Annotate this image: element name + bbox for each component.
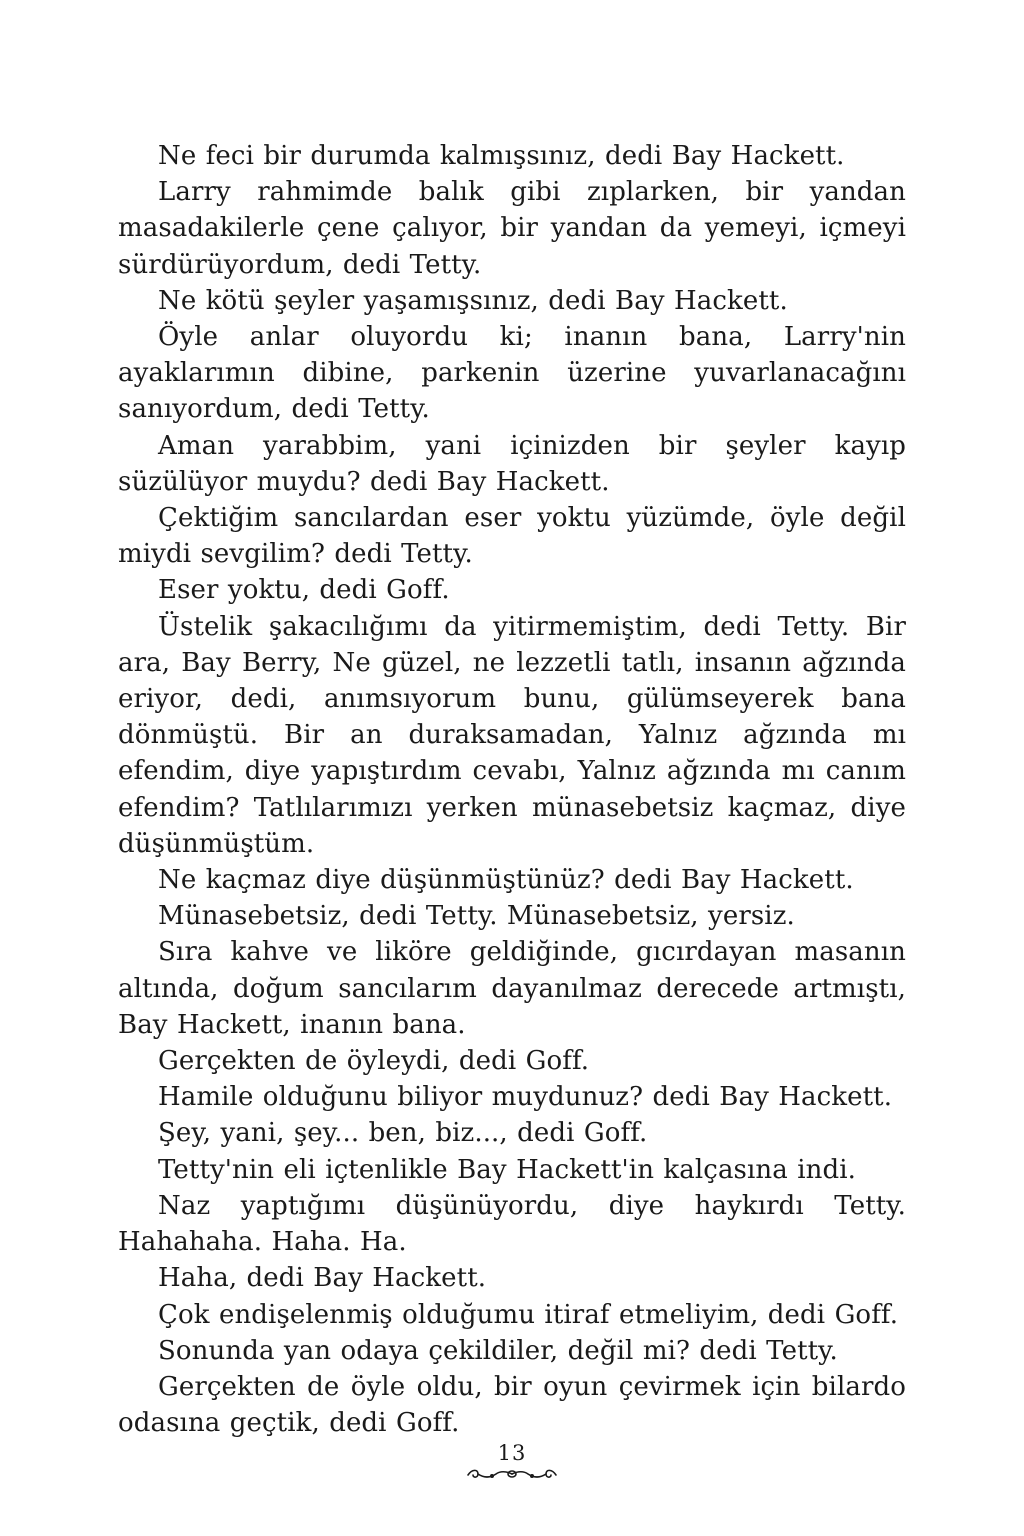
body-text bbox=[118, 138, 906, 1441]
scroll-ornament-icon bbox=[464, 1466, 560, 1482]
paragraph: Öyle anlar oluyordu ki; inanın bana, Larry'nin ayaklarımın dibine, parkenin üzerine yuvarlanacağını sanıyordum, dedi Tetty. bbox=[118, 322, 906, 425]
paragraph: Naz yaptığımı düşünüyordu, diye haykırdı Tetty. Hahahaha. Haha. Ha. bbox=[118, 1190, 906, 1258]
paragraph: Hamile olduğunu biliyor muydunuz? dedi Bay Hackett. bbox=[158, 1082, 893, 1113]
page-number: 13 bbox=[497, 1441, 527, 1465]
paragraph: Şey, yani, şey... ben, biz..., dedi Goff. bbox=[158, 1118, 648, 1149]
paragraph: Eser yoktu, dedi Goff. bbox=[158, 575, 450, 606]
page-text-area bbox=[118, 138, 906, 1441]
paragraph: Münasebetsiz, dedi Tetty. Münasebetsiz, yersiz. bbox=[158, 901, 795, 932]
paragraph: Larry rahmimde balık gibi zıplarken, bir yandan masadakilerle çene çalıyor, bir yandan da yemeyi, içmeyi sürdürüyordum, dedi Tetty. bbox=[118, 177, 906, 280]
paragraph: Sonunda yan odaya çekildiler, değil mi? dedi Tetty. bbox=[158, 1335, 838, 1366]
page-footer bbox=[0, 1442, 1024, 1482]
paragraph: Üstelik şakacılığımı da yitirmemiştim, dedi Tetty. Bir ara, Bay Berry, Ne güzel, ne lezzetli tatlı, insanın ağzında eriyor, dedi, anımsıyorum bunu, gülümseyerek bana dönmüştü. Bir an duraksamadan, Yalnız ağzında mı efendim, diye yapıştırdım cevabı, Yalnız ağzında mı canım efendim? Tatlılarımızı yerken münasebetsiz kaçmaz, diye düşünmüştüm. bbox=[118, 611, 906, 859]
paragraph: Çektiğim sancılardan eser yoktu yüzümde, öyle değil miydi sevgilim? dedi Tetty. bbox=[118, 503, 906, 570]
paragraph: Tetty'nin eli içtenlikle Bay Hackett'in kalçasına indi. bbox=[158, 1154, 856, 1185]
paragraph: Ne kötü şeyler yaşamışsınız, dedi Bay Hackett. bbox=[158, 285, 788, 316]
paragraph: Gerçekten de öyleydi, dedi Goff. bbox=[158, 1046, 590, 1077]
paragraph: Aman yarabbim, yani içinizden bir şeyler kayıp süzülüyor muydu? dedi Bay Hackett. bbox=[118, 430, 906, 497]
paragraph: Sıra kahve ve likörе geldiğinde, gıcırdayan masanın altında, doğum sancılarım dayanılmaz derecede artmıştı, Bay Hackett, inanın bana. bbox=[118, 937, 906, 1040]
paragraph: Gerçekten de öyle oldu, bir oyun çevirmek için bilardo odasına geçtik, dedi Goff. bbox=[118, 1371, 906, 1439]
paragraph: Ne kaçmaz diye düşünmüştünüz? dedi Bay Hackett. bbox=[158, 865, 854, 896]
paragraph: Ne feci bir durumda kalmışsınız, dedi Bay Hackett. bbox=[158, 141, 845, 171]
paragraph: Haha, dedi Bay Hackett. bbox=[158, 1263, 487, 1294]
paragraph: Çok endişelenmiş olduğumu itiraf etmeliyim, dedi Goff. bbox=[158, 1299, 899, 1330]
